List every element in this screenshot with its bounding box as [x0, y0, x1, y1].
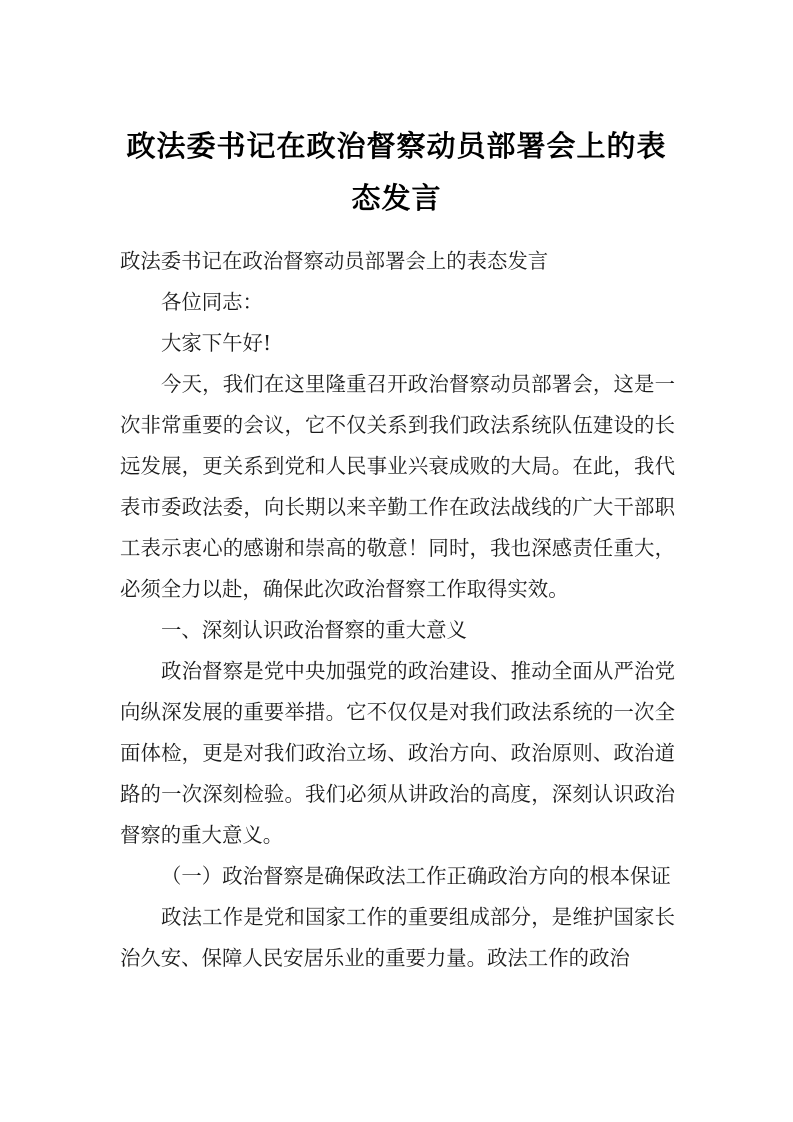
- salutation: 各位同志：: [161, 290, 263, 314]
- subsection-heading-1: （一）政治督察是确保政法工作正确政治方向的根本保证: [161, 864, 671, 888]
- document-body: [120, 241, 675, 979]
- paragraph-opening: 今天，我们在这里隆重召开政治督察动员部署会，这是一次非常重要的会议，它不仅关系到我们政法系统队伍建设的长远发展，更关系到党和人民事业兴衰成败的大局。在此，我代表市委政法委，向长期以来辛勤工作在政法战线的广大干部职工表示衷心的感谢和崇高的敬意！同时，我也深感责任重大，必须全力以赴，确保此次政治督察工作取得实效。: [120, 372, 675, 601]
- paragraph-political-law-work: 政法工作是党和国家工作的重要组成部分，是维护国家长治久安、保障人民安居乐业的重要力量。政法工作的政治: [120, 905, 675, 970]
- subtitle-line: 政法委书记在政治督察动员部署会上的表态发言: [120, 249, 549, 273]
- section-heading-1: 一、深刻认识政治督察的重大意义: [161, 618, 467, 642]
- document-title: 政法委书记在政治督察动员部署会上的表态发言: [126, 129, 667, 215]
- greeting: 大家下午好!: [161, 331, 272, 355]
- paragraph-significance: 政治督察是党中央加强党的政治建设、推动全面从严治党向纵深发展的重要举措。它不仅仅是对我们政法系统的一次全面体检，更是对我们政治立场、政治方向、政治原则、政治道路的一次深刻检验。我们必须从讲政治的高度，深刻认识政治督察的重大意义。: [120, 659, 675, 847]
